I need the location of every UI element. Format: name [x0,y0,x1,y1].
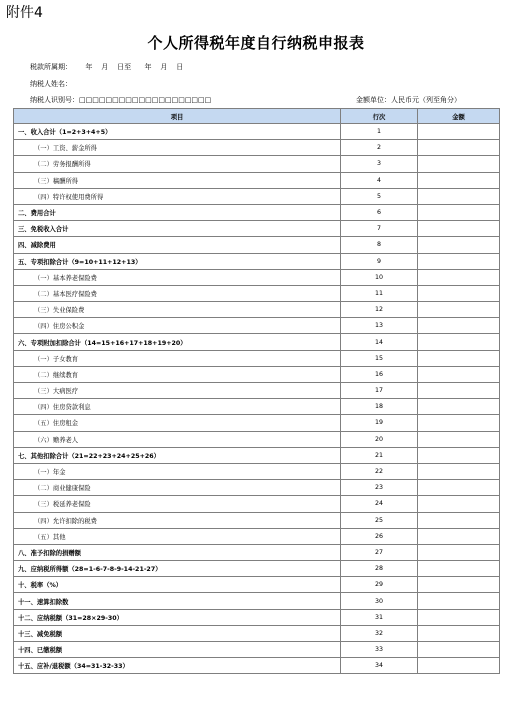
table-row [14,285,500,301]
row-item-label: （二）基本医疗保险费 [14,285,341,301]
row-item-label: （三）税延养老保险 [14,496,341,512]
amount-cell[interactable] [418,577,500,593]
row-number: 7 [341,221,418,237]
taxpayer-name-line: 纳税人姓名： [30,80,72,88]
row-item-label: （四）特许权使用费所得 [14,188,341,204]
table-row [14,561,500,577]
row-number: 34 [341,658,418,674]
table-row [14,431,500,447]
row-item-label: （一）子女教育 [14,350,341,366]
amount-cell[interactable] [418,528,500,544]
row-number: 19 [341,415,418,431]
table-row [14,447,500,463]
row-number: 30 [341,593,418,609]
row-number: 23 [341,480,418,496]
table-row [14,237,500,253]
row-item-label: （三）失业保险费 [14,302,341,318]
row-item-label: （四）允许扣除的税费 [14,512,341,528]
row-item-label: 五、专项扣除合计（9=10+11+12+13） [14,253,341,269]
row-item-label: （四）住房公积金 [14,318,341,334]
row-number: 3 [341,156,418,172]
row-item-label: （三）稿酬所得 [14,172,341,188]
amount-cell[interactable] [418,399,500,415]
row-number: 22 [341,463,418,479]
table-row [14,658,500,674]
header-item: 项目 [14,109,341,124]
amount-cell[interactable] [418,124,500,140]
row-item-label: 七、其他扣除合计（21=22+23+24+25+26） [14,447,341,463]
row-number: 11 [341,285,418,301]
row-item-label: 八、准予扣除的捐赠额 [14,544,341,560]
row-number: 14 [341,334,418,350]
row-number: 31 [341,609,418,625]
row-item-label: 十三、减免税额 [14,625,341,641]
row-number: 5 [341,188,418,204]
table-row [14,366,500,382]
amount-cell[interactable] [418,658,500,674]
row-number: 17 [341,383,418,399]
table-row [14,318,500,334]
row-item-label: 十四、已缴税额 [14,642,341,658]
amount-unit-note: 金额单位：人民币元（列至角分） [356,96,461,104]
table-row [14,188,500,204]
form-title: 个人所得税年度自行纳税申报表 [147,34,365,52]
amount-cell[interactable] [418,172,500,188]
header-amount: 金额 [418,109,500,124]
amount-cell[interactable] [418,496,500,512]
table-row [14,302,500,318]
amount-cell[interactable] [418,366,500,382]
amount-cell[interactable] [418,512,500,528]
row-item-label: （二）劳务报酬所得 [14,156,341,172]
row-number: 16 [341,366,418,382]
row-item-label: 六、专项附加扣除合计（14=15+16+17+18+19+20） [14,334,341,350]
amount-cell[interactable] [418,383,500,399]
amount-cell[interactable] [418,463,500,479]
table-row [14,544,500,560]
table-row [14,204,500,220]
amount-cell[interactable] [418,334,500,350]
table-row [14,140,500,156]
table-row [14,334,500,350]
row-number: 15 [341,350,418,366]
amount-cell[interactable] [418,204,500,220]
table-row [14,253,500,269]
taxpayer-id-line: 纳税人识别号：□□□□□□□□□□□□□□□□□□□□ [30,96,212,104]
amount-cell[interactable] [418,269,500,285]
table-row [14,528,500,544]
table-row [14,609,500,625]
amount-cell[interactable] [418,609,500,625]
row-item-label: （四）住房贷款利息 [14,399,341,415]
table-row [14,463,500,479]
amount-cell[interactable] [418,480,500,496]
row-number: 1 [341,124,418,140]
row-number: 26 [341,528,418,544]
table-row [14,221,500,237]
row-number: 27 [341,544,418,560]
amount-cell[interactable] [418,140,500,156]
row-number: 29 [341,577,418,593]
row-number: 12 [341,302,418,318]
table-row [14,269,500,285]
table-row [14,156,500,172]
row-number: 9 [341,253,418,269]
row-number: 32 [341,625,418,641]
table-row [14,172,500,188]
row-number: 8 [341,237,418,253]
row-number: 18 [341,399,418,415]
amount-cell[interactable] [418,625,500,641]
table-row [14,124,500,140]
tax-return-table [13,108,500,674]
row-item-label: 十二、应纳税额（31=28×29-30） [14,609,341,625]
row-item-label: 十、税率（%） [14,577,341,593]
amount-cell[interactable] [418,642,500,658]
amount-cell[interactable] [418,431,500,447]
row-item-label: 一、收入合计（1=2+3+4+5） [14,124,341,140]
row-item-label: （六）赡养老人 [14,431,341,447]
table-row [14,496,500,512]
attachment-label: 附件4 [6,5,43,21]
table-row [14,642,500,658]
row-item-label: （一）基本养老保险费 [14,269,341,285]
row-number: 2 [341,140,418,156]
table-row [14,350,500,366]
amount-cell[interactable] [418,318,500,334]
table-row [14,415,500,431]
amount-cell[interactable] [418,415,500,431]
table-row [14,593,500,609]
row-number: 21 [341,447,418,463]
table-header-row [14,109,500,124]
row-item-label: 四、减除费用 [14,237,341,253]
tax-period-line: 税款所属期： 年 月 日至 年 月 日 [30,63,184,71]
table-row [14,399,500,415]
table-row [14,625,500,641]
row-number: 4 [341,172,418,188]
amount-cell[interactable] [418,156,500,172]
row-number: 33 [341,642,418,658]
row-item-label: 二、费用合计 [14,204,341,220]
row-number: 13 [341,318,418,334]
row-number: 28 [341,561,418,577]
amount-cell[interactable] [418,302,500,318]
table-row [14,480,500,496]
amount-cell[interactable] [418,593,500,609]
amount-cell[interactable] [418,237,500,253]
row-item-label: （一）工资、薪金所得 [14,140,341,156]
row-item-label: （二）继续教育 [14,366,341,382]
amount-cell[interactable] [418,285,500,301]
row-number: 20 [341,431,418,447]
row-number: 25 [341,512,418,528]
row-number: 6 [341,204,418,220]
amount-cell[interactable] [418,253,500,269]
row-item-label: 十一、速算扣除数 [14,593,341,609]
row-number: 10 [341,269,418,285]
table-row [14,512,500,528]
header-row-number: 行次 [341,109,418,124]
amount-cell[interactable] [418,544,500,560]
row-item-label: （五）住房租金 [14,415,341,431]
table-row [14,383,500,399]
row-number: 24 [341,496,418,512]
amount-cell[interactable] [418,447,500,463]
row-item-label: （二）商业健康保险 [14,480,341,496]
amount-cell[interactable] [418,188,500,204]
row-item-label: 九、应纳税所得额（28=1-6-7-8-9-14-21-27） [14,561,341,577]
row-item-label: （一）年金 [14,463,341,479]
row-item-label: 十五、应补/退税额（34=31-32-33） [14,658,341,674]
table-row [14,577,500,593]
row-item-label: 三、免税收入合计 [14,221,341,237]
amount-cell[interactable] [418,561,500,577]
row-item-label: （三）大病医疗 [14,383,341,399]
amount-cell[interactable] [418,221,500,237]
amount-cell[interactable] [418,350,500,366]
row-item-label: （五）其他 [14,528,341,544]
